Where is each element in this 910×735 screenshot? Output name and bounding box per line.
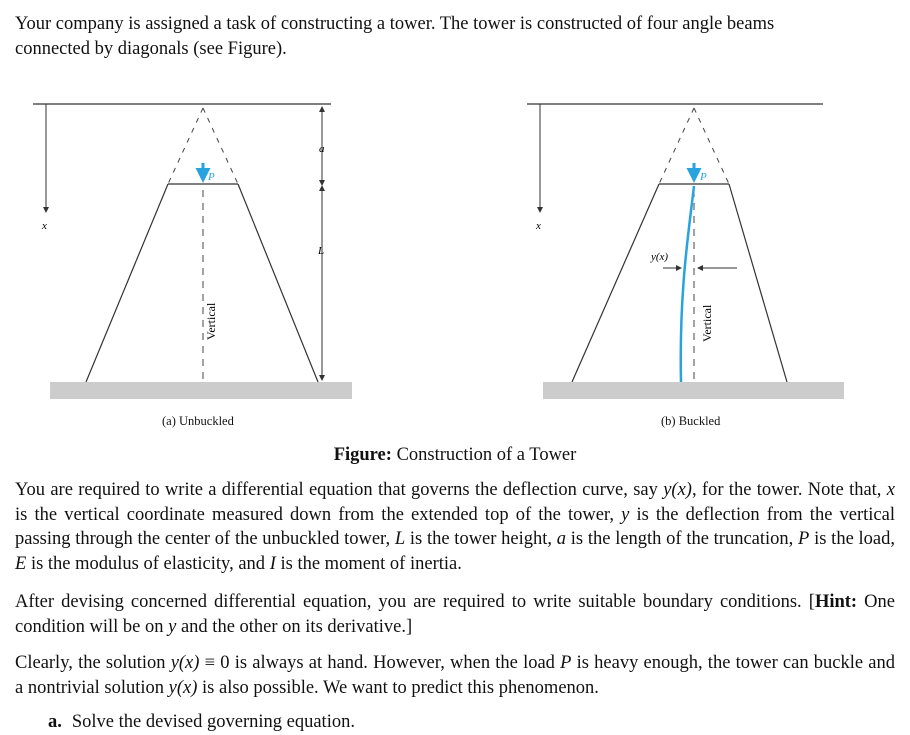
tower-leg-right-a (238, 184, 318, 382)
label-vertical-b: Vertical (700, 304, 714, 342)
unbuckled-tower-diagram (33, 104, 352, 399)
paragraph-boundary-conditions: After devising concerned differential equation, you are required to write suitable boundary conditions. [Hint: One condition will be on y and the other on its derivative.] (15, 592, 896, 637)
label-vertical-a: Vertical (204, 302, 218, 340)
subcaption-buckled: (b) Buckled (661, 414, 721, 428)
list-text: Solve the devised governing equation. (71, 712, 355, 732)
apex-extension-left-a (168, 108, 203, 184)
label-P-b: P (700, 171, 707, 183)
figure-caption (0, 443, 910, 467)
label-P-a: P (208, 171, 215, 183)
figure-caption-text: Construction of a Tower (391, 445, 577, 465)
label-x-a: x (42, 220, 47, 232)
label-a: a (319, 143, 325, 155)
tower-leg-left-a (86, 184, 168, 382)
buckled-tower-diagram (527, 104, 844, 399)
paragraph-buckling: Clearly, the solution y(x) ≡ 0 is always at hand. However, when the load P is heavy enough, the tower can buckle and a nontrivial solution y(x) is also possible. We want to predict this phenomenon. (15, 653, 895, 698)
label-x-b: x (536, 220, 541, 232)
list-marker: a. (48, 712, 62, 732)
tower-leg-left-b (572, 184, 659, 382)
ground-b (543, 382, 844, 399)
label-yx: y(x) (651, 251, 669, 263)
tower-leg-right-b (729, 184, 787, 382)
deflection-curve (681, 186, 694, 382)
intro-line-1: Your company is assigned a task of constructing a tower. The tower is constructed of four angle beams (15, 14, 775, 34)
figure-caption-label: Figure: (333, 445, 392, 465)
paragraph-governing-equation: You are required to write a differential equation that governs the deflection curve, say y(x), for the tower. Note that, x is the vertical coordinate measured down from the extended top of the tower, y is the deflection from the vertical passing through the center of the unbuckled tower, L is the tower height, a is the length of the truncation, P is the load, E is the modulus of elasticity, and I is the moment of inertia. (15, 480, 895, 574)
intro-line-2: connected by diagonals (see Figure). (15, 38, 287, 59)
subcaption-unbuckled: (a) Unbuckled (162, 414, 234, 428)
apex-extension-left-b (659, 108, 694, 184)
task-list-item-a (48, 710, 355, 734)
label-L: L (318, 245, 325, 257)
ground-a (50, 382, 352, 399)
